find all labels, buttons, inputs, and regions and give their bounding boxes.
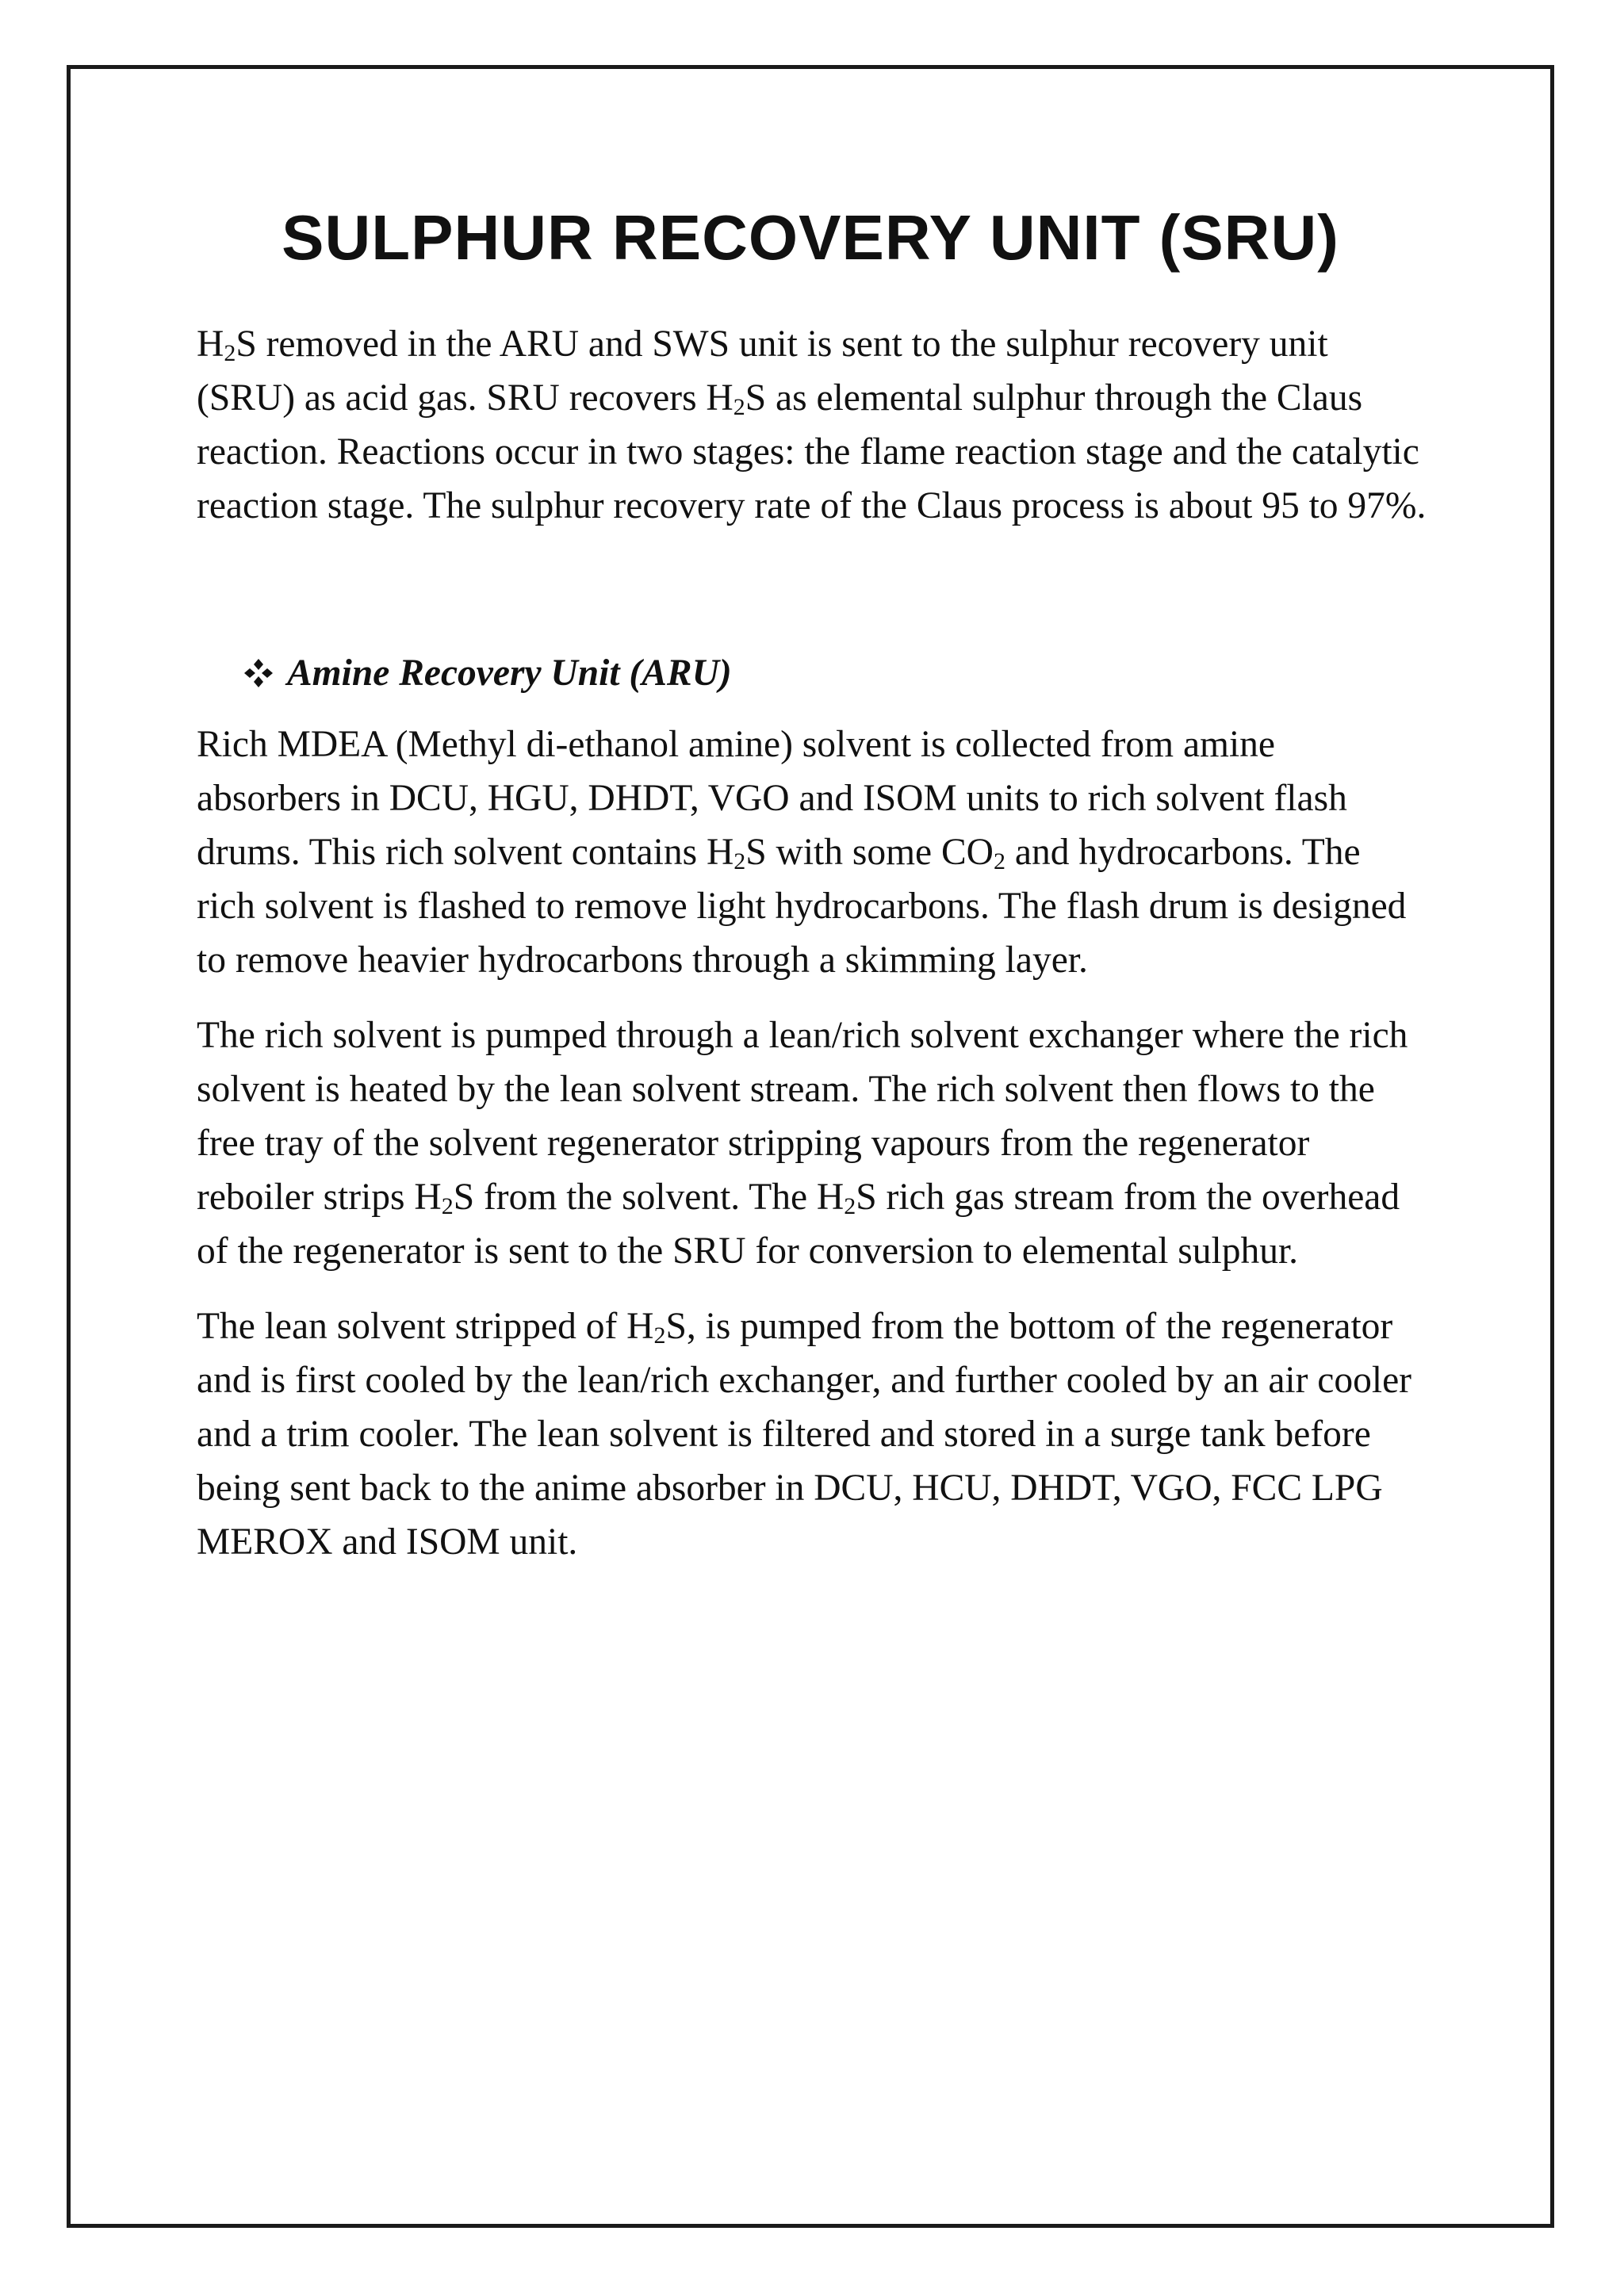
- spacer: [197, 1278, 1427, 1299]
- subscript: 2: [994, 848, 1005, 874]
- spacer: [197, 533, 1427, 646]
- intro-text-3: S as elemental sulphur through the Claus reaction. Reactions occur in two stages: the flame reaction stage and the catalytic reaction stage. The sulphur recovery rate of the Claus process is about 95 to 97%.: [197, 377, 1427, 526]
- aru-p2-text-c: S rich gas stream from the overhead of the regenerator is sent to the SRU for conversion to elemental sulphur.: [197, 1177, 1400, 1272]
- aru-p3-text-a: The lean solvent stripped of H: [197, 1306, 654, 1347]
- aru-p1-text-c: and hydrocarbons. The rich solvent is flashed to remove light hydrocarbons. The flash drum is designed to remove heavier hydrocarbons through a skimming layer.: [197, 832, 1407, 981]
- subscript: 2: [844, 1193, 856, 1219]
- spacer: [197, 987, 1427, 1008]
- section-heading-aru: [243, 646, 1427, 700]
- document-body: [197, 317, 1427, 1569]
- subscript: 2: [733, 394, 745, 420]
- section-heading-text: Amine Recovery Unit (ARU): [287, 652, 732, 694]
- aru-p2-text-a: The rich solvent is pumped through a lean/rich solvent exchanger where the rich solvent is heated by the lean solvent stream. The rich solvent then flows to the free tray of the solvent regenerator stripping vapours from the regenerator reboiler strips H: [197, 1015, 1408, 1218]
- intro-paragraph: [197, 317, 1427, 533]
- aru-p2-text-b: S from the solvent. The H: [453, 1177, 845, 1218]
- subscript: 2: [733, 848, 746, 874]
- subscript: 2: [653, 1322, 666, 1349]
- subscript: 2: [441, 1193, 454, 1219]
- aru-paragraph-1: [197, 718, 1427, 987]
- subscript: 2: [224, 340, 236, 366]
- page-title: SULPHUR RECOVERY UNIT (SRU): [282, 202, 1339, 273]
- aru-paragraph-2: [197, 1008, 1427, 1278]
- aru-p3-text-b: S, is pumped from the bottom of the regenerator and is first cooled by the lean/rich exchanger, and further cooled by an air cooler and a trim cooler. The lean solvent is filtered and stored in a surge tank before being sent back to the anime absorber in DCU, HCU, DHDT, VGO, FCC LPG MEROX and ISOM unit.: [197, 1306, 1411, 1563]
- intro-text-1: H: [197, 323, 224, 365]
- intro-text-2: S removed in the ARU and SWS unit is sent to the sulphur recovery unit (SRU) as acid gas. SRU recovers H: [197, 323, 1328, 419]
- four-diamond-bullet-icon: [243, 657, 274, 689]
- aru-p1-text-b: S with some CO: [745, 832, 994, 873]
- aru-p1-text-a: Rich MDEA (Methyl di-ethanol amine) solvent is collected from amine absorbers in DCU, HGU, DHDT, VGO and ISOM units to rich solvent flash drums. This rich solvent contains H: [197, 724, 1347, 873]
- aru-paragraph-3: [197, 1299, 1427, 1569]
- spacer: [197, 700, 1427, 718]
